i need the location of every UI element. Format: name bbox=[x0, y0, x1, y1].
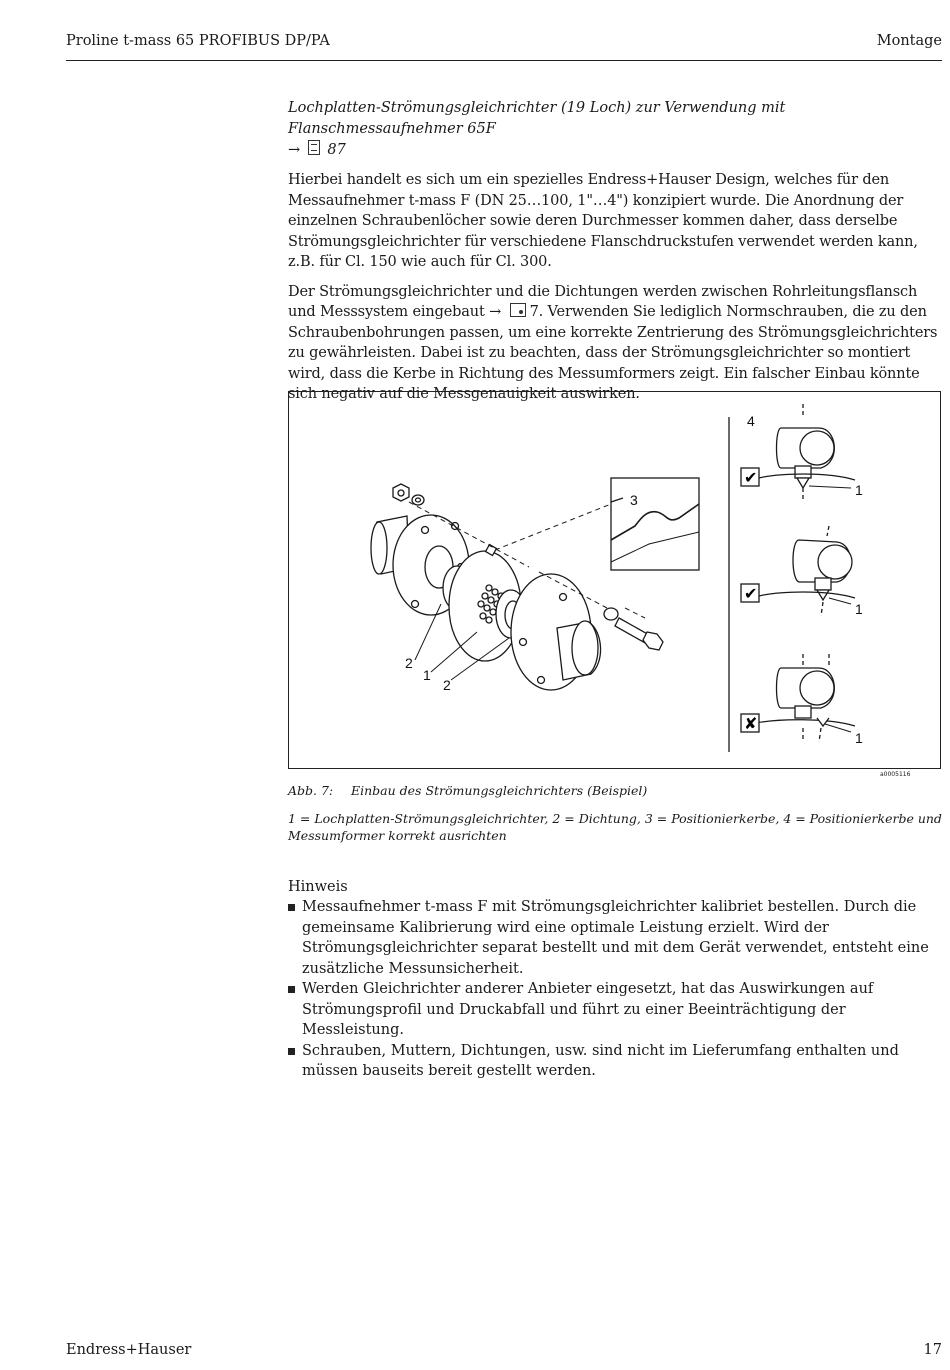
label-1-right-a: 1 bbox=[855, 482, 863, 498]
subheading-text: Lochplatten-Strömungsgleichrichter (19 Loch) zur Verwendung mit Flanschmessaufnehmer 65F bbox=[288, 100, 786, 137]
label-2-left: 2 bbox=[405, 655, 413, 671]
page-icon bbox=[308, 140, 320, 155]
bullet-icon bbox=[288, 1048, 295, 1055]
washer-top bbox=[412, 495, 424, 505]
paragraph-2-start: Der Strömungsgleichrichter und die Dichtungen werden zwischen Rohrleitungsflansch und Messsystem eingebaut → bbox=[288, 283, 918, 320]
document-title: Proline t-mass 65 PROFIBUS DP/PA bbox=[66, 33, 330, 49]
list-item-text: Schrauben, Muttern, Dichtungen, usw. sind nicht im Lieferumfang enthalten und müssen bauseits bereit gestellt werden. bbox=[302, 1042, 899, 1079]
caption-title: Einbau des Strömungsgleichrichters (Beispiel) bbox=[351, 783, 648, 798]
list-item-text: Messaufnehmer t-mass F mit Strömungsgleichrichter kalibriet bestellen. Durch die gemeinsame Kalibrierung wird eine optimale Leistung erzielt. Wird der Strömungsgleichrichter separat bestellt und mit dem Gerät verwendet, entsteht eine zusätzliche Messunsicherheit. bbox=[302, 899, 929, 977]
figure-illustration bbox=[288, 391, 941, 769]
transmitter-1 bbox=[751, 404, 855, 502]
note-list bbox=[288, 897, 943, 1082]
figure-ref-icon bbox=[510, 303, 526, 317]
footer-brand: Endress+Hauser bbox=[66, 1342, 192, 1358]
paragraph-1: Hierbei handelt es sich um ein spezielles Endress+Hauser Design, welches für den Messaufnehmer t-mass F (DN 25…100, 1"…4") konzipiert wurde. Die Anordnung der einzelnen Schraubenlöcher sowie deren Durchmesser kommen daher, dass derselbe Strömungsgleichrichter für verschiedene Flanschdruckstufen verwendet werden kann, z.B. für Cl. 150 wie auch für Cl. 300. bbox=[288, 172, 918, 270]
check-icon: ✔ bbox=[744, 468, 758, 487]
nut bbox=[393, 484, 409, 501]
label-1-left: 1 bbox=[423, 667, 431, 683]
label-1-right-c: 1 bbox=[855, 730, 863, 746]
page-ref-number: 87 bbox=[327, 142, 346, 158]
page-reference[interactable] bbox=[288, 140, 346, 161]
paragraph-2 bbox=[288, 282, 943, 405]
section-title: Montage bbox=[876, 33, 942, 49]
transmitter-3 bbox=[751, 654, 855, 742]
main-content bbox=[288, 98, 943, 405]
washer-right bbox=[604, 608, 618, 620]
label-3: 3 bbox=[630, 492, 638, 508]
list-item bbox=[288, 979, 943, 1041]
bullet-icon bbox=[288, 986, 295, 993]
figure-ref-number[interactable]: 7 bbox=[529, 304, 539, 320]
figure-id: a0005116 bbox=[880, 771, 911, 778]
note-block bbox=[288, 877, 943, 1082]
list-item bbox=[288, 1041, 943, 1082]
list-item-text: Werden Gleichrichter anderer Anbieter eingesetzt, hat das Auswirkungen auf Strömungsprofil und Druckabfall und führt zu einer Beeinträchtigung der Messleistung. bbox=[302, 981, 874, 1038]
figure-legend: 1 = Lochplatten-Strömungsgleichrichter, 2 = Dichtung, 3 = Positionierkerbe, 4 = Positionierkerbe und Messumformer korrekt ausrichten bbox=[288, 811, 942, 843]
subheading bbox=[288, 98, 943, 161]
figure-caption bbox=[288, 783, 943, 798]
check-icon: ✔ bbox=[744, 584, 758, 603]
page-header bbox=[66, 30, 942, 61]
label-1-right-b: 1 bbox=[855, 601, 863, 617]
installation-drawing bbox=[289, 392, 942, 770]
cross-icon: ✘ bbox=[744, 714, 758, 733]
page-number: 17 bbox=[923, 1342, 942, 1358]
caption-number: Abb. 7: bbox=[288, 783, 334, 798]
arrow-icon: → bbox=[288, 142, 301, 158]
paragraph-2-end: . Verwenden Sie lediglich Normschrauben, die zu den Schraubenbohrungen passen, um eine korrekte Zentrierung des Strömungsgleichrichters zu gewährleisten. Dabei ist zu beachten, dass der Strömungsgleichrichter so montiert wird, dass die Kerbe in Richtung des Messumformers zeigt. Ein falscher Einbau könnte sich negativ auf die Messgenauigkeit auswirken. bbox=[288, 304, 938, 402]
bullet-icon bbox=[288, 904, 295, 911]
label-2-bottom: 2 bbox=[443, 677, 451, 693]
label-4: 4 bbox=[747, 413, 755, 429]
note-title: Hinweis bbox=[288, 879, 348, 895]
list-item bbox=[288, 897, 943, 979]
transmitter-2 bbox=[751, 526, 855, 616]
